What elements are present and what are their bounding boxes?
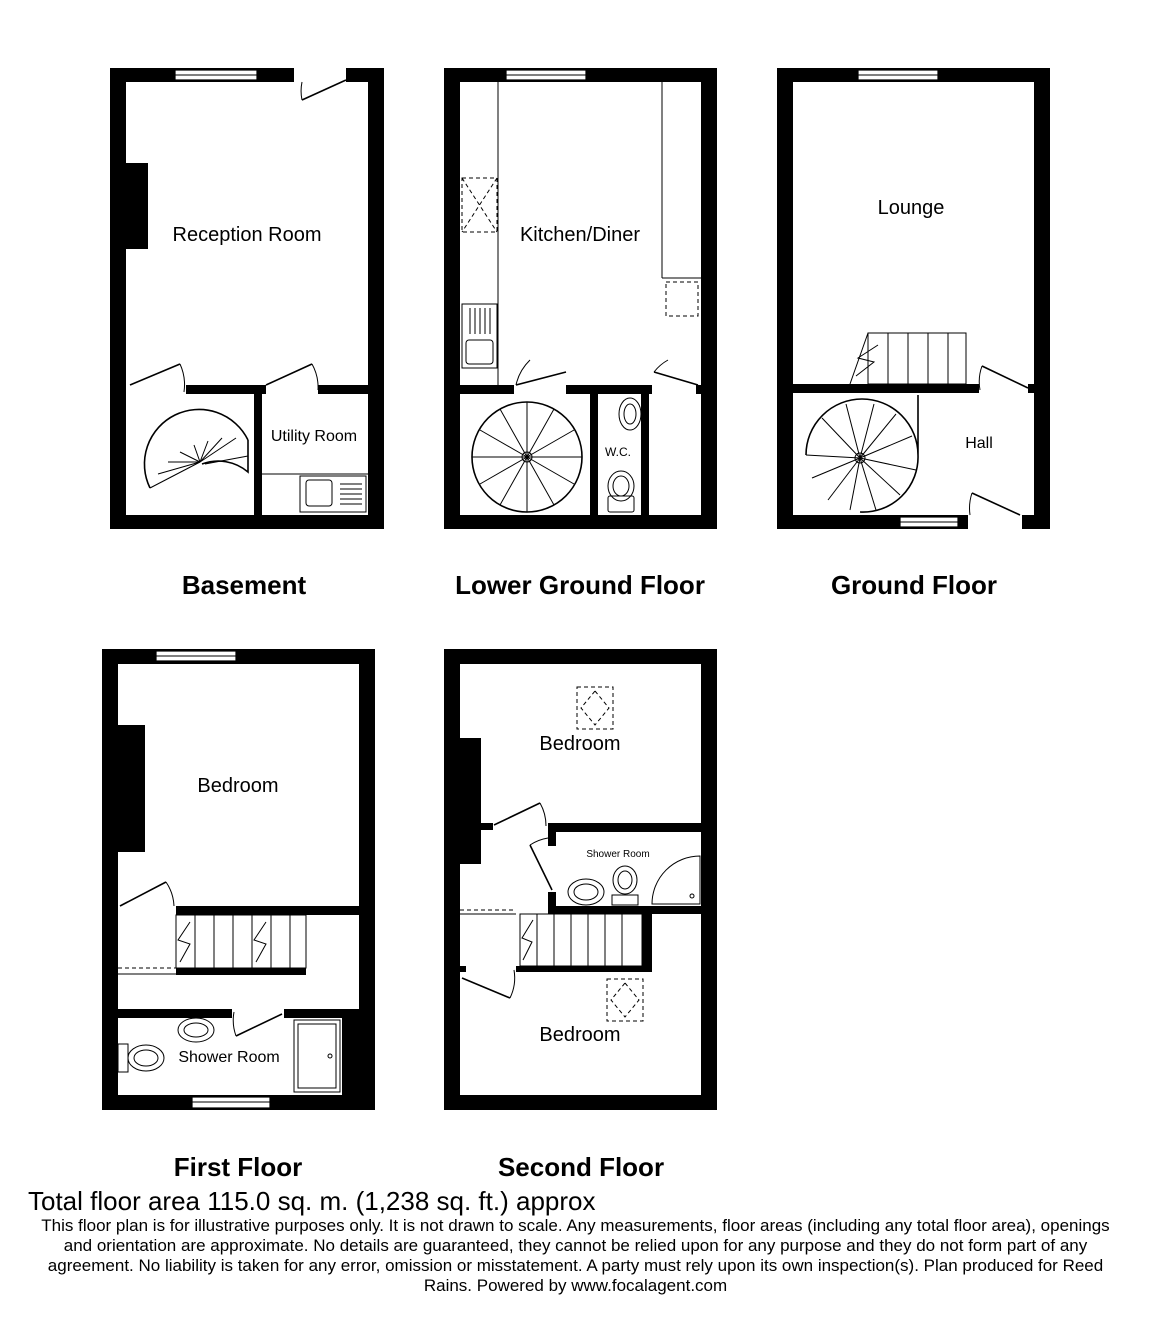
disclaimer-text: This floor plan is for illustrative purposes only. It is not drawn to scale. Any measurements, floor areas (including any total floor area), openings and orientation are approximate. No details are guaranteed, they cannot be relied upon for any purpose and they do not form part of any agreement. No liability is taken for any error, omission or misstatement. A party must rely upon its own inspection(s). Plan produced for Reed Rains. Powered by www.focalagent.com xyxy=(41,1216,1110,1295)
skylight-icon xyxy=(577,687,613,729)
sink-icon xyxy=(462,304,497,368)
floor-title-ground: Ground Floor xyxy=(830,570,998,600)
appliance-icon xyxy=(666,282,698,316)
room-label-hall: Hall xyxy=(965,435,993,452)
basin-icon xyxy=(619,398,641,430)
lower-ground-floor-plan xyxy=(444,68,717,600)
total-floor-area: Total floor area 115.0 sq. m. (1,238 sq. ft.) approx xyxy=(28,1186,596,1216)
stairs-icon xyxy=(520,914,642,966)
skylight-icon xyxy=(607,979,643,1021)
sink-icon xyxy=(262,474,368,512)
floor-title-first: First Floor xyxy=(173,1152,303,1180)
basin-icon xyxy=(178,1018,214,1042)
toilet-icon xyxy=(612,866,638,905)
floor-title-second: Second Floor xyxy=(497,1152,665,1180)
spiral-stairs-icon xyxy=(144,409,248,488)
shower-tray-icon xyxy=(652,856,700,904)
second-floor-plan xyxy=(444,649,717,1180)
room-label-shower: Shower Room xyxy=(586,849,650,860)
toilet-icon xyxy=(118,1044,164,1072)
room-label-kitchen: Kitchen/Diner xyxy=(519,224,641,246)
ground-floor-plan xyxy=(777,68,1050,600)
spiral-stairs-icon xyxy=(806,395,918,512)
stairs-icon xyxy=(850,333,966,384)
room-label-reception: Reception Room xyxy=(172,224,322,246)
room-label-wc: W.C. xyxy=(605,445,631,459)
room-label-lounge: Lounge xyxy=(877,197,945,219)
shower-tray-icon xyxy=(294,1020,340,1092)
spiral-stairs-icon xyxy=(472,402,582,512)
room-label-bedroom-bottom: Bedroom xyxy=(539,1024,621,1046)
floor-title-lower-ground: Lower Ground Floor xyxy=(455,570,705,600)
stairs-icon xyxy=(176,915,306,968)
room-label-bedroom-top: Bedroom xyxy=(539,733,621,755)
basin-icon xyxy=(568,879,604,905)
room-label-utility: Utility Room xyxy=(270,428,358,445)
room-label-shower: Shower Room xyxy=(178,1049,280,1066)
toilet-icon xyxy=(608,471,634,512)
first-floor-plan xyxy=(102,649,375,1180)
floor-title-basement: Basement xyxy=(181,570,307,600)
room-label-bedroom: Bedroom xyxy=(197,775,279,797)
basement-plan xyxy=(110,68,384,600)
